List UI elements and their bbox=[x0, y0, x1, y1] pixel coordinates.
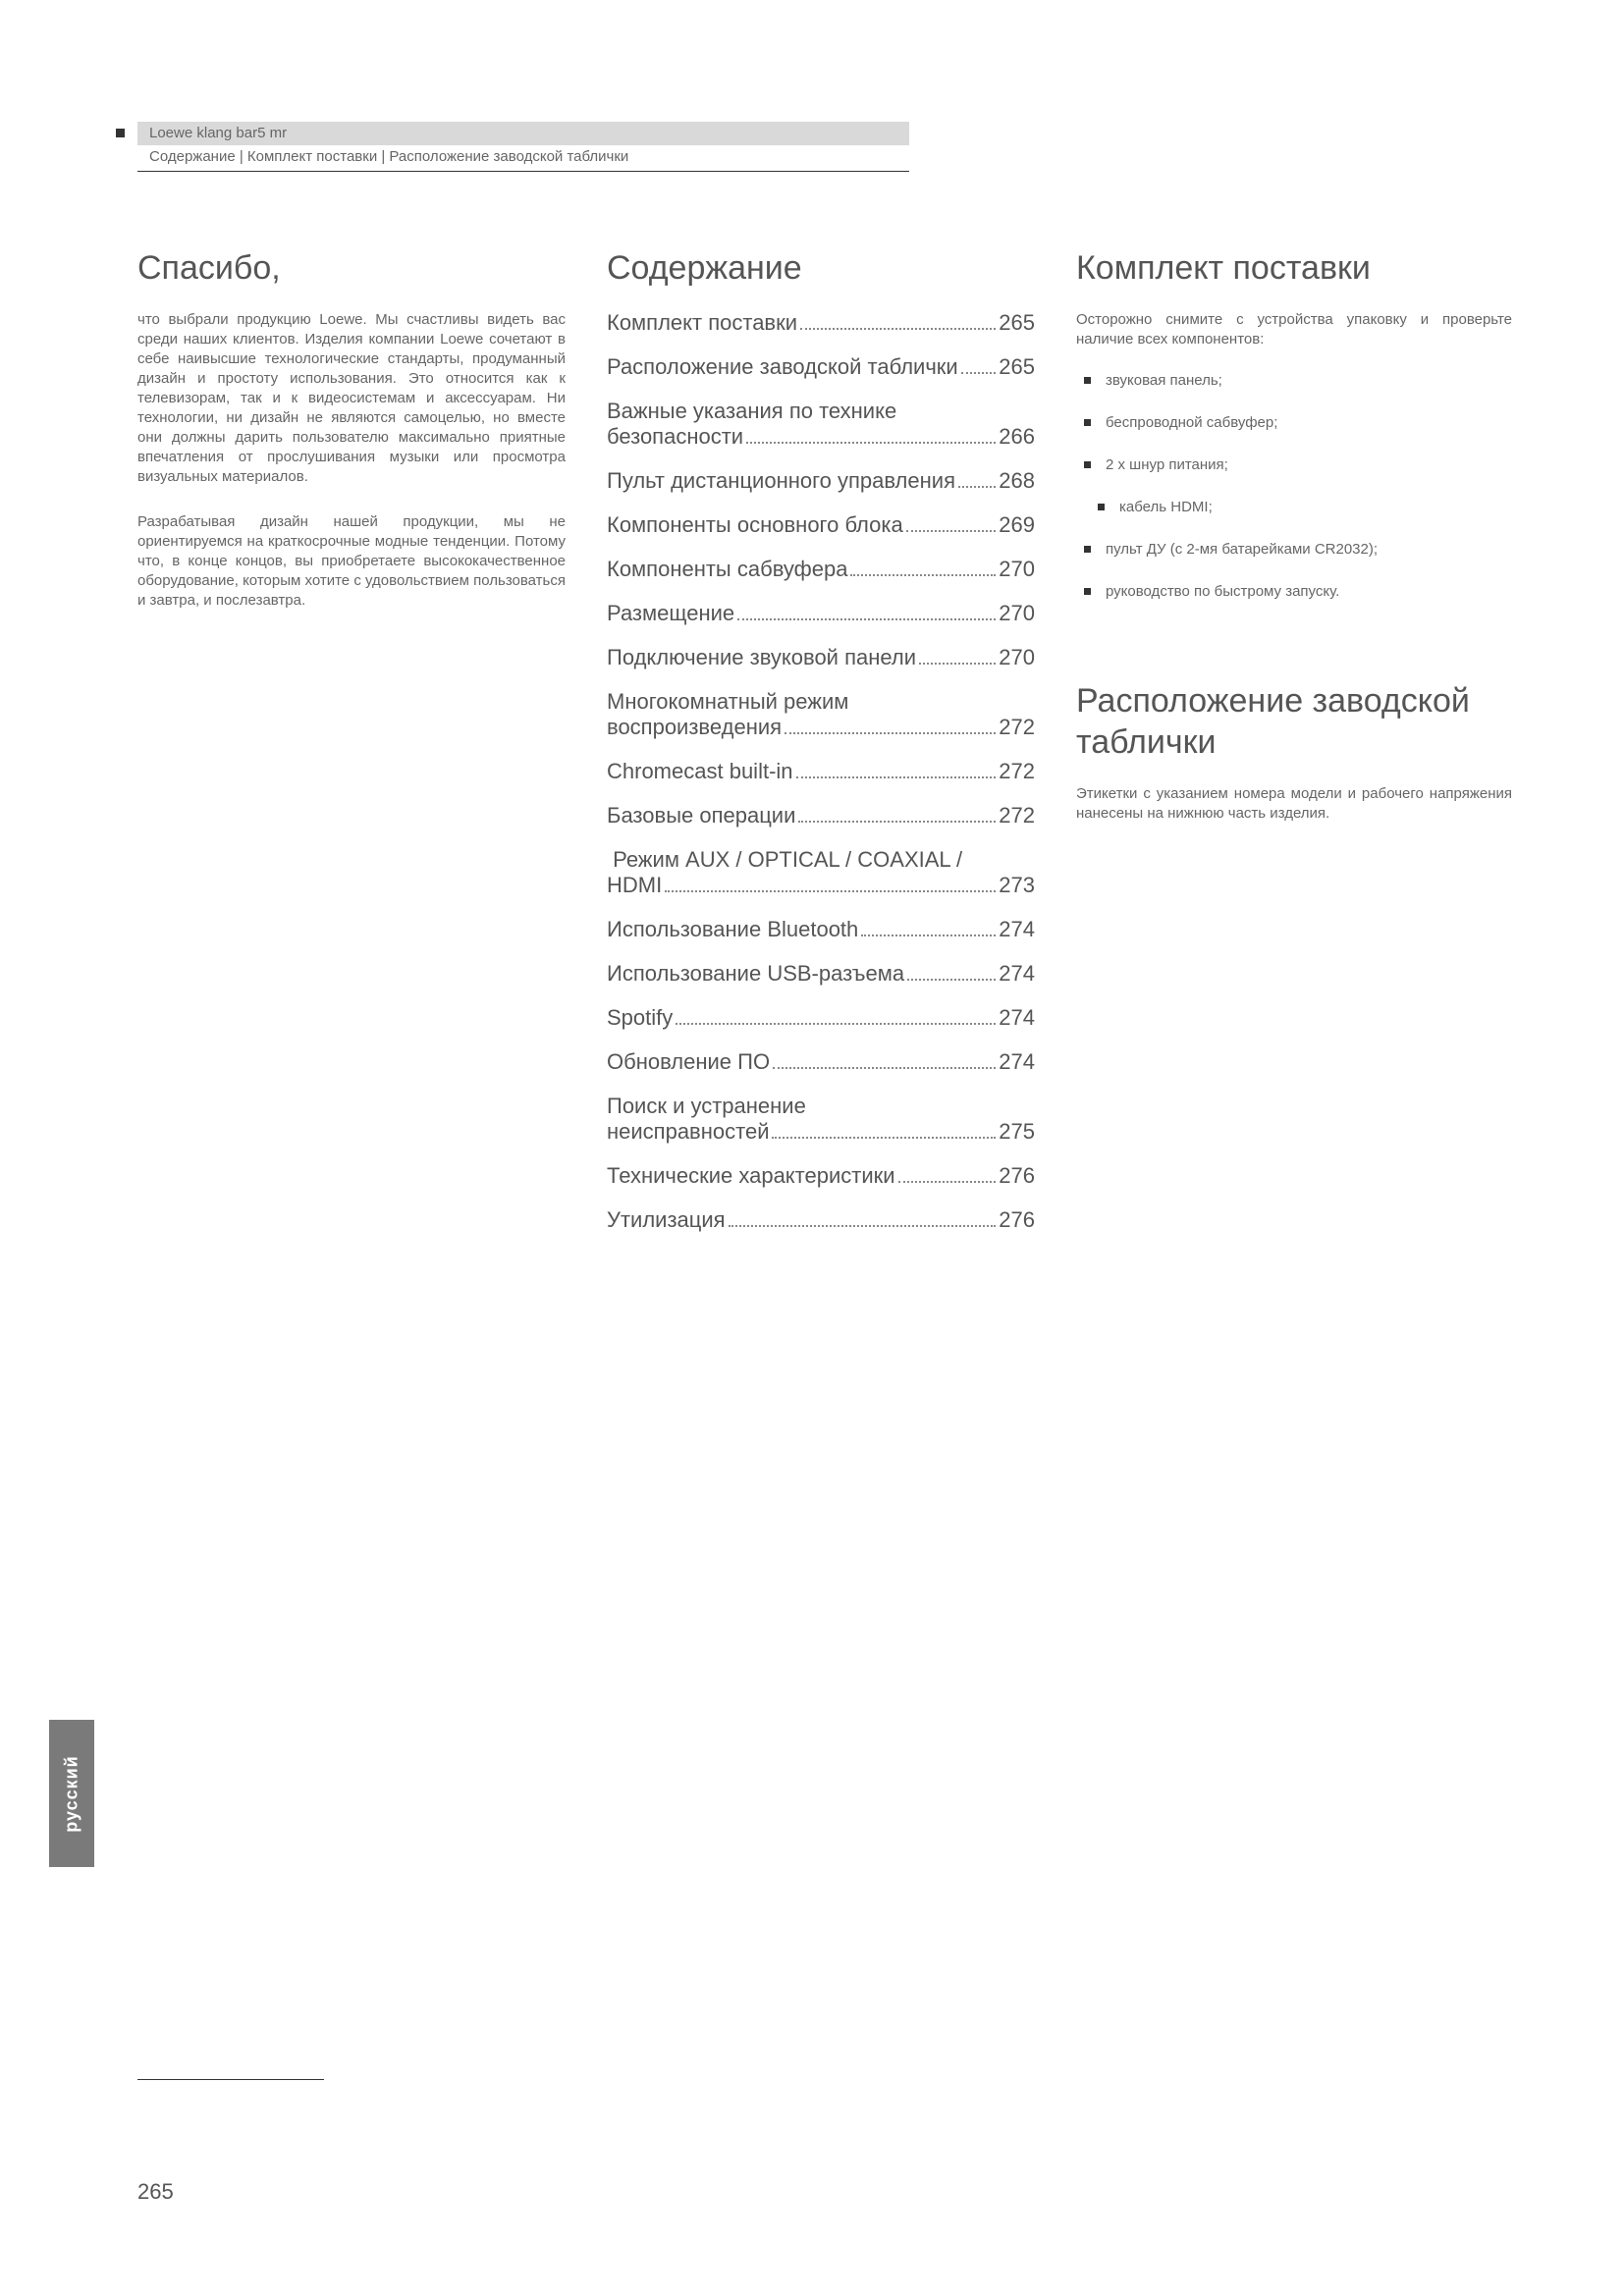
toc-leader-dots bbox=[737, 618, 996, 620]
intro-heading: Спасибо, bbox=[137, 249, 281, 287]
toc-entry-label: Компоненты сабвуфера bbox=[607, 557, 848, 581]
toc-entry bbox=[607, 759, 1035, 784]
toc-entry-label: Компоненты основного блока bbox=[607, 512, 903, 537]
toc-leader-dots bbox=[961, 372, 997, 374]
toc-leader-dots bbox=[798, 821, 996, 823]
toc-entry-label: воспроизведения bbox=[607, 715, 783, 739]
toc-entry-page: 276 bbox=[999, 1163, 1035, 1188]
toc-entry-label: Подключение звуковой панели bbox=[607, 645, 917, 669]
toc-entry bbox=[607, 645, 1035, 670]
toc-entry-label: Обновление ПО bbox=[607, 1049, 771, 1074]
toc-entry bbox=[607, 1163, 1035, 1189]
toc-entry-page: 274 bbox=[999, 1049, 1035, 1074]
toc-leader-dots bbox=[800, 328, 996, 330]
toc-entry-label-line1: Поиск и устранение bbox=[607, 1094, 806, 1118]
toc-entry bbox=[607, 803, 1035, 828]
toc-leader-dots bbox=[907, 979, 996, 981]
package-intro: Осторожно снимите с устройства упаковку и проверьте наличие всех компонентов: bbox=[1076, 311, 1512, 347]
toc-leader-dots bbox=[785, 732, 996, 734]
toc-entry-label: Использование USB-разъема bbox=[607, 961, 905, 986]
header-title: Loewe klang bar5 mr bbox=[137, 122, 909, 145]
toc-entry bbox=[607, 557, 1035, 582]
toc-entry-page: 265 bbox=[999, 354, 1035, 379]
toc-entry bbox=[607, 399, 1035, 450]
toc-entry bbox=[607, 512, 1035, 538]
toc-entry-page: 274 bbox=[999, 1005, 1035, 1030]
toc-leader-dots bbox=[729, 1225, 997, 1227]
toc-entry-page: 272 bbox=[999, 715, 1035, 739]
toc-entry bbox=[607, 847, 1035, 898]
toc-entry-page: 265 bbox=[999, 310, 1035, 335]
package-item: беспроводной сабвуфер; bbox=[1076, 413, 1512, 433]
toc-entry-label: Утилизация bbox=[607, 1207, 726, 1232]
toc-entry-label-line1: Многокомнатный режим bbox=[607, 689, 849, 714]
toc-leader-dots bbox=[919, 663, 996, 665]
header-rule bbox=[137, 171, 909, 172]
toc-entry-page: 276 bbox=[999, 1207, 1035, 1232]
toc-entry-page: 268 bbox=[999, 468, 1035, 493]
package-item: 2 x шнур питания; bbox=[1076, 455, 1512, 475]
toc-entry-label: безопасности bbox=[607, 424, 744, 449]
toc-entry bbox=[607, 468, 1035, 494]
toc-leader-dots bbox=[850, 574, 996, 576]
toc-entry bbox=[607, 689, 1035, 740]
toc-entry-label: Использование Bluetooth bbox=[607, 917, 859, 941]
toc-leader-dots bbox=[898, 1181, 997, 1183]
toc-list bbox=[607, 310, 1035, 1233]
header-bullet bbox=[116, 129, 125, 137]
toc-entry-page: 269 bbox=[999, 512, 1035, 537]
toc-leader-dots bbox=[773, 1067, 996, 1069]
toc-entry-label: Spotify bbox=[607, 1005, 674, 1030]
package-item: руководство по быстрому запуску. bbox=[1076, 582, 1512, 602]
header-breadcrumb: Содержание | Комплект поставки | Расположение заводской таблички bbox=[149, 148, 629, 165]
intro-paragraph-2: Разрабатывая дизайн нашей продукции, мы не ориентируемся на краткосрочные модные тенденции. Потому что, в конце концов, вы приобретаете высококачественное оборудование, которым хотите с удовольствием пользоваться и завтра, и послезавтра. bbox=[137, 513, 566, 609]
package-item: звуковая панель; bbox=[1076, 371, 1512, 391]
toc-column bbox=[607, 247, 1035, 1252]
toc-entry-label-line1: Важные указания по технике bbox=[607, 399, 897, 423]
toc-entry bbox=[607, 1207, 1035, 1233]
plate-heading: Расположение заводской таблички bbox=[1076, 682, 1470, 761]
toc-entry bbox=[607, 917, 1035, 942]
toc-entry bbox=[607, 961, 1035, 987]
toc-entry-label: Chromecast built-in bbox=[607, 759, 793, 783]
toc-entry bbox=[607, 354, 1035, 380]
toc-entry-label-line1: Режим AUX / OPTICAL / COAXIAL / bbox=[607, 847, 963, 872]
toc-entry bbox=[607, 1005, 1035, 1031]
toc-leader-dots bbox=[772, 1137, 996, 1139]
toc-entry-page: 274 bbox=[999, 961, 1035, 986]
page-number: 265 bbox=[137, 2179, 174, 2204]
toc-entry bbox=[607, 601, 1035, 626]
plate-text: Этикетки с указанием номера модели и рабочего напряжения нанесены на нижнюю часть изделия. bbox=[1076, 785, 1512, 822]
toc-entry-label: Технические характеристики bbox=[607, 1163, 895, 1188]
footnote-rule bbox=[137, 2079, 324, 2080]
toc-entry-page: 272 bbox=[999, 759, 1035, 783]
toc-entry-label: Размещение bbox=[607, 601, 735, 625]
intro-column bbox=[137, 247, 566, 636]
toc-leader-dots bbox=[906, 530, 997, 532]
toc-entry-label: Пульт дистанционного управления bbox=[607, 468, 955, 493]
toc-entry-page: 275 bbox=[999, 1119, 1035, 1144]
toc-entry-page: 272 bbox=[999, 803, 1035, 828]
toc-entry-label: Базовые операции bbox=[607, 803, 796, 828]
package-heading: Комплект поставки bbox=[1076, 249, 1371, 287]
toc-entry-page: 273 bbox=[999, 873, 1035, 897]
toc-entry-page: 270 bbox=[999, 601, 1035, 625]
package-item: пульт ДУ (с 2-мя батарейками CR2032); bbox=[1076, 540, 1512, 560]
package-item: кабель HDMI; bbox=[1076, 498, 1512, 517]
toc-leader-dots bbox=[796, 776, 997, 778]
toc-entry-page: 270 bbox=[999, 557, 1035, 581]
toc-leader-dots bbox=[958, 486, 996, 488]
toc-leader-dots bbox=[746, 442, 996, 444]
toc-entry-page: 274 bbox=[999, 917, 1035, 941]
package-column bbox=[1076, 247, 1512, 849]
toc-leader-dots bbox=[861, 934, 996, 936]
toc-entry-page: 270 bbox=[999, 645, 1035, 669]
toc-entry-label: Расположение заводской таблички bbox=[607, 354, 958, 379]
toc-entry bbox=[607, 1049, 1035, 1075]
package-list bbox=[1076, 371, 1512, 602]
toc-leader-dots bbox=[665, 890, 996, 892]
language-tab bbox=[49, 1720, 94, 1867]
toc-entry-page: 266 bbox=[999, 424, 1035, 449]
toc-entry-label: Комплект поставки bbox=[607, 310, 798, 335]
toc-entry-label: неисправностей bbox=[607, 1119, 770, 1144]
toc-entry-label: HDMI bbox=[607, 873, 663, 897]
intro-paragraph-1: что выбрали продукцию Loewe. Мы счастливы видеть вас среди наших клиентов. Изделия компании Loewe сочетают в себе наивысшие технологические стандарты, продуманный дизайн и простоту использования. Это относится как к телевизорам, так и к видеосистемам и аксессуарам. Ни технологии, ни дизайн не являются самоцелью, но вместе они должны дарить пользователю максимально приятные впечатления от прослушивания музыки или просмотра визуальных материалов. bbox=[137, 311, 566, 485]
toc-heading: Содержание bbox=[607, 249, 802, 287]
toc-entry bbox=[607, 310, 1035, 336]
language-tab-label: русский bbox=[61, 1754, 81, 1833]
toc-entry bbox=[607, 1094, 1035, 1145]
toc-leader-dots bbox=[676, 1023, 996, 1025]
